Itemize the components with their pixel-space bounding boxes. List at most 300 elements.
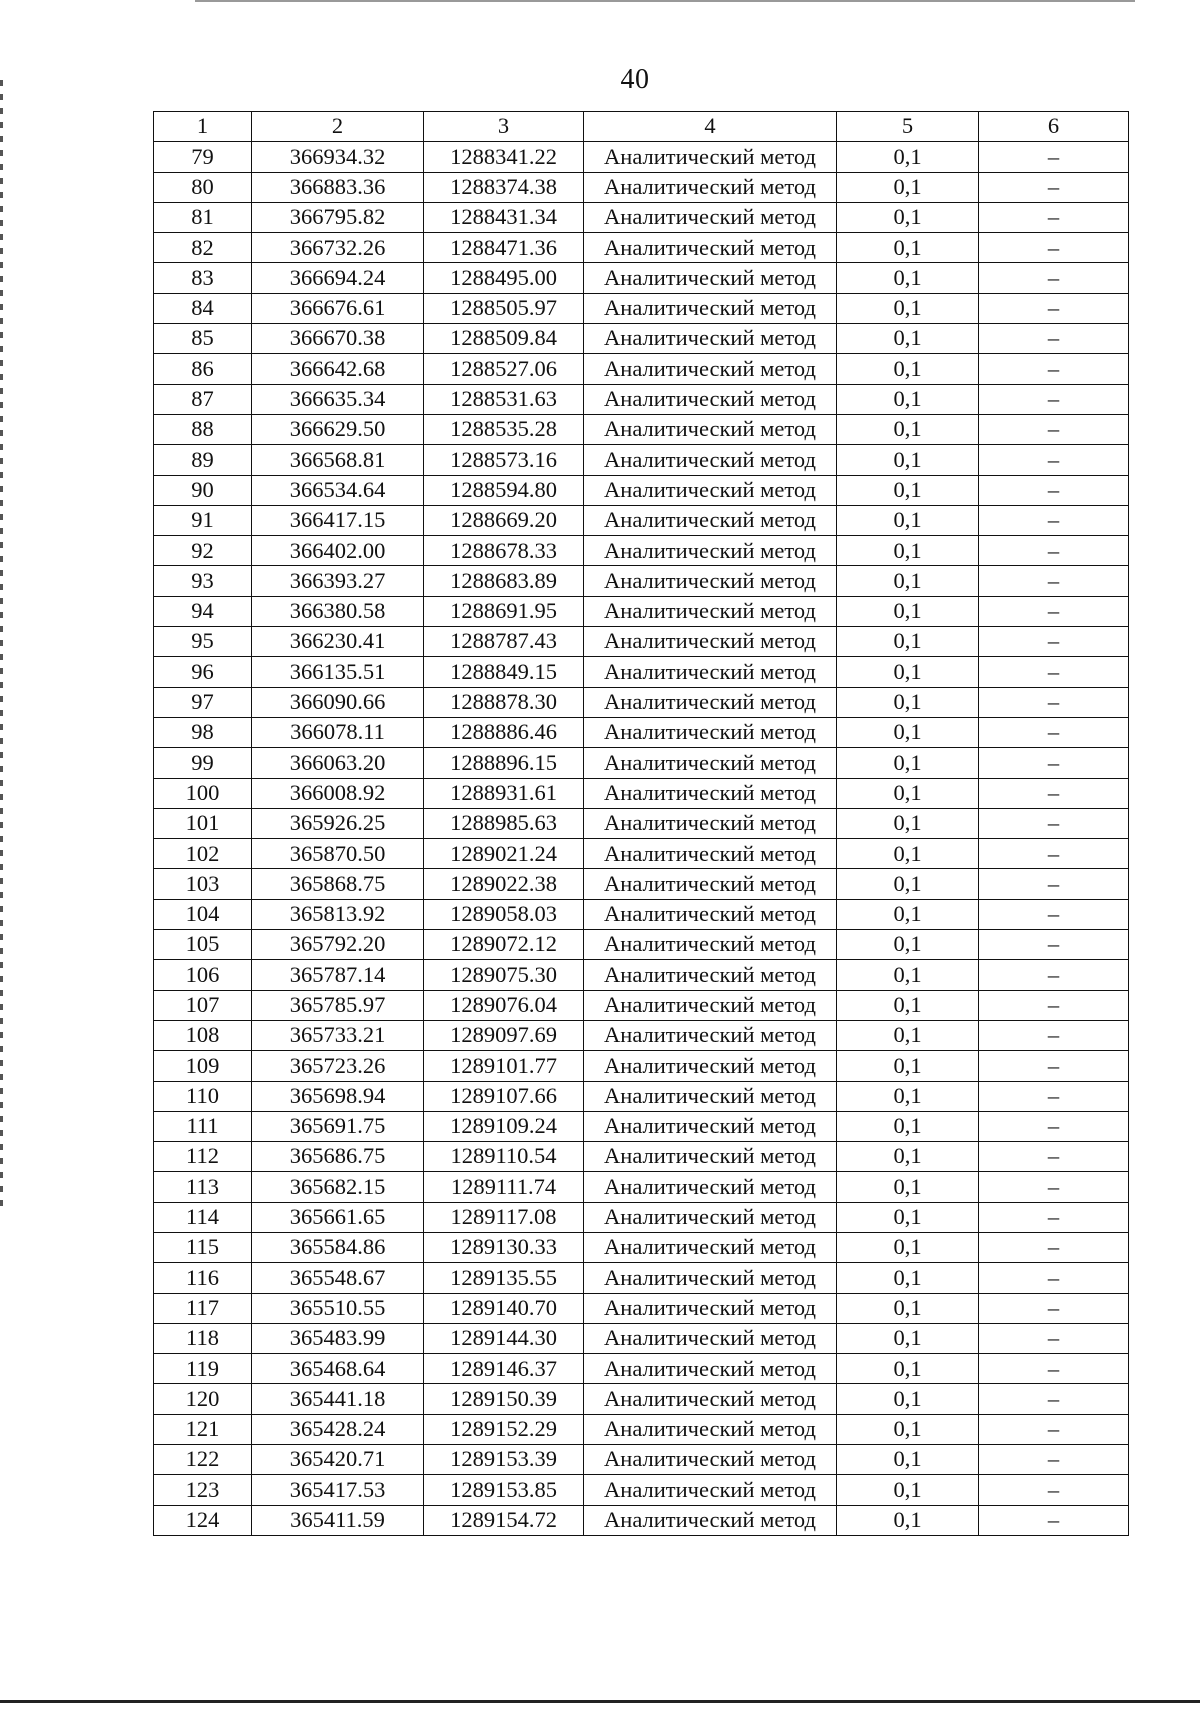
note-cell: – [979,1293,1129,1323]
note-cell: – [979,1142,1129,1172]
x-coordinate-cell: 365785.97 [252,990,424,1020]
note-cell: – [979,869,1129,899]
column-header-2: 2 [252,112,424,142]
accuracy-cell: 0,1 [837,596,979,626]
method-cell: Аналитический метод [584,899,837,929]
point-number-cell: 104 [154,899,252,929]
table-body [154,112,1129,1536]
note-cell: – [979,657,1129,687]
note-cell: – [979,505,1129,535]
accuracy-cell: 0,1 [837,202,979,232]
point-number-cell: 113 [154,1172,252,1202]
point-number-cell: 111 [154,1111,252,1141]
accuracy-cell: 0,1 [837,839,979,869]
table-row [154,1475,1129,1505]
table-row [154,839,1129,869]
y-coordinate-cell: 1289140.70 [424,1293,584,1323]
point-number-cell: 122 [154,1445,252,1475]
table-row [154,596,1129,626]
accuracy-cell: 0,1 [837,354,979,384]
y-coordinate-cell: 1289130.33 [424,1232,584,1262]
method-cell: Аналитический метод [584,263,837,293]
note-cell: – [979,1051,1129,1081]
point-number-cell: 98 [154,717,252,747]
x-coordinate-cell: 366732.26 [252,233,424,263]
x-coordinate-cell: 366090.66 [252,687,424,717]
note-cell: – [979,748,1129,778]
point-number-cell: 120 [154,1384,252,1414]
x-coordinate-cell: 366642.68 [252,354,424,384]
method-cell: Аналитический метод [584,1354,837,1384]
method-cell: Аналитический метод [584,808,837,838]
table-row [154,384,1129,414]
method-cell: Аналитический метод [584,596,837,626]
accuracy-cell: 0,1 [837,293,979,323]
accuracy-cell: 0,1 [837,1081,979,1111]
x-coordinate-cell: 365417.53 [252,1475,424,1505]
point-number-cell: 110 [154,1081,252,1111]
note-cell: – [979,566,1129,596]
accuracy-cell: 0,1 [837,1293,979,1323]
method-cell: Аналитический метод [584,1505,837,1535]
accuracy-cell: 0,1 [837,566,979,596]
x-coordinate-cell: 366694.24 [252,263,424,293]
x-coordinate-cell: 366230.41 [252,627,424,657]
y-coordinate-cell: 1288985.63 [424,808,584,838]
y-coordinate-cell: 1288341.22 [424,142,584,172]
method-cell: Аналитический метод [584,627,837,657]
method-cell: Аналитический метод [584,1111,837,1141]
method-cell: Аналитический метод [584,536,837,566]
method-cell: Аналитический метод [584,1414,837,1444]
note-cell: – [979,596,1129,626]
x-coordinate-cell: 366635.34 [252,384,424,414]
table-row [154,414,1129,444]
accuracy-cell: 0,1 [837,1142,979,1172]
point-number-cell: 119 [154,1354,252,1384]
note-cell: – [979,930,1129,960]
point-number-cell: 123 [154,1475,252,1505]
accuracy-cell: 0,1 [837,990,979,1020]
method-cell: Аналитический метод [584,778,837,808]
table-row [154,1505,1129,1535]
accuracy-cell: 0,1 [837,263,979,293]
method-cell: Аналитический метод [584,414,837,444]
method-cell: Аналитический метод [584,1293,837,1323]
method-cell: Аналитический метод [584,324,837,354]
method-cell: Аналитический метод [584,354,837,384]
accuracy-cell: 0,1 [837,445,979,475]
x-coordinate-cell: 366063.20 [252,748,424,778]
note-cell: – [979,172,1129,202]
method-cell: Аналитический метод [584,657,837,687]
x-coordinate-cell: 366008.92 [252,778,424,808]
note-cell: – [979,1020,1129,1050]
y-coordinate-cell: 1288505.97 [424,293,584,323]
accuracy-cell: 0,1 [837,505,979,535]
note-cell: – [979,475,1129,505]
x-coordinate-cell: 365733.21 [252,1020,424,1050]
note-cell: – [979,1081,1129,1111]
note-cell: – [979,717,1129,747]
accuracy-cell: 0,1 [837,1354,979,1384]
table-row [154,778,1129,808]
point-number-cell: 80 [154,172,252,202]
scan-edge-left [0,80,3,1210]
x-coordinate-cell: 365792.20 [252,930,424,960]
method-cell: Аналитический метод [584,1142,837,1172]
x-coordinate-cell: 365723.26 [252,1051,424,1081]
x-coordinate-cell: 365661.65 [252,1202,424,1232]
accuracy-cell: 0,1 [837,1445,979,1475]
y-coordinate-cell: 1288931.61 [424,778,584,808]
table-row [154,1293,1129,1323]
x-coordinate-cell: 366417.15 [252,505,424,535]
note-cell: – [979,1323,1129,1353]
column-header-4: 4 [584,112,837,142]
table-row [154,293,1129,323]
y-coordinate-cell: 1289058.03 [424,899,584,929]
y-coordinate-cell: 1288878.30 [424,687,584,717]
x-coordinate-cell: 365691.75 [252,1111,424,1141]
page-number: 40 [620,64,650,95]
accuracy-cell: 0,1 [837,869,979,899]
y-coordinate-cell: 1288535.28 [424,414,584,444]
x-coordinate-cell: 365787.14 [252,960,424,990]
x-coordinate-cell: 366393.27 [252,566,424,596]
table-row [154,324,1129,354]
method-cell: Аналитический метод [584,293,837,323]
point-number-cell: 102 [154,839,252,869]
table-row [154,1384,1129,1414]
x-coordinate-cell: 365468.64 [252,1354,424,1384]
point-number-cell: 90 [154,475,252,505]
table-row [154,1263,1129,1293]
x-coordinate-cell: 365868.75 [252,869,424,899]
column-header-6: 6 [979,112,1129,142]
accuracy-cell: 0,1 [837,1020,979,1050]
point-number-cell: 91 [154,505,252,535]
y-coordinate-cell: 1289072.12 [424,930,584,960]
note-cell: – [979,960,1129,990]
accuracy-cell: 0,1 [837,808,979,838]
note-cell: – [979,1475,1129,1505]
note-cell: – [979,233,1129,263]
point-number-cell: 115 [154,1232,252,1262]
x-coordinate-cell: 365682.15 [252,1172,424,1202]
method-cell: Аналитический метод [584,1263,837,1293]
point-number-cell: 86 [154,354,252,384]
note-cell: – [979,384,1129,414]
accuracy-cell: 0,1 [837,1505,979,1535]
y-coordinate-cell: 1289022.38 [424,869,584,899]
method-cell: Аналитический метод [584,384,837,414]
y-coordinate-cell: 1288431.34 [424,202,584,232]
note-cell: – [979,536,1129,566]
point-number-cell: 118 [154,1323,252,1353]
accuracy-cell: 0,1 [837,1172,979,1202]
y-coordinate-cell: 1289154.72 [424,1505,584,1535]
point-number-cell: 114 [154,1202,252,1232]
note-cell: – [979,1354,1129,1384]
note-cell: – [979,808,1129,838]
y-coordinate-cell: 1289117.08 [424,1202,584,1232]
note-cell: – [979,1202,1129,1232]
method-cell: Аналитический метод [584,475,837,505]
accuracy-cell: 0,1 [837,657,979,687]
accuracy-cell: 0,1 [837,142,979,172]
y-coordinate-cell: 1288678.33 [424,536,584,566]
y-coordinate-cell: 1289075.30 [424,960,584,990]
method-cell: Аналитический метод [584,1323,837,1353]
x-coordinate-cell: 366676.61 [252,293,424,323]
accuracy-cell: 0,1 [837,1202,979,1232]
table-row [154,1202,1129,1232]
accuracy-cell: 0,1 [837,1263,979,1293]
method-cell: Аналитический метод [584,1475,837,1505]
table-row [154,1020,1129,1050]
x-coordinate-cell: 366883.36 [252,172,424,202]
method-cell: Аналитический метод [584,1232,837,1262]
note-cell: – [979,445,1129,475]
x-coordinate-cell: 366934.32 [252,142,424,172]
table-row [154,445,1129,475]
y-coordinate-cell: 1288531.63 [424,384,584,414]
table-row [154,869,1129,899]
y-coordinate-cell: 1289101.77 [424,1051,584,1081]
accuracy-cell: 0,1 [837,960,979,990]
method-cell: Аналитический метод [584,233,837,263]
scan-edge-bottom [0,1700,1200,1703]
method-cell: Аналитический метод [584,1384,837,1414]
table-row [154,536,1129,566]
coordinates-table [153,111,1129,1536]
y-coordinate-cell: 1289153.85 [424,1475,584,1505]
accuracy-cell: 0,1 [837,324,979,354]
point-number-cell: 121 [154,1414,252,1444]
point-number-cell: 94 [154,596,252,626]
accuracy-cell: 0,1 [837,748,979,778]
y-coordinate-cell: 1288495.00 [424,263,584,293]
x-coordinate-cell: 366534.64 [252,475,424,505]
x-coordinate-cell: 365483.99 [252,1323,424,1353]
accuracy-cell: 0,1 [837,414,979,444]
table-row [154,505,1129,535]
point-number-cell: 89 [154,445,252,475]
y-coordinate-cell: 1289144.30 [424,1323,584,1353]
note-cell: – [979,1232,1129,1262]
table-row [154,899,1129,929]
method-cell: Аналитический метод [584,1081,837,1111]
method-cell: Аналитический метод [584,748,837,778]
accuracy-cell: 0,1 [837,1111,979,1141]
x-coordinate-cell: 365548.67 [252,1263,424,1293]
accuracy-cell: 0,1 [837,1414,979,1444]
note-cell: – [979,1445,1129,1475]
table-row [154,142,1129,172]
point-number-cell: 93 [154,566,252,596]
note-cell: – [979,1263,1129,1293]
method-cell: Аналитический метод [584,1051,837,1081]
table-row [154,960,1129,990]
x-coordinate-cell: 365441.18 [252,1384,424,1414]
note-cell: – [979,142,1129,172]
scan-edge-top [195,0,1135,2]
table-row [154,233,1129,263]
x-coordinate-cell: 365411.59 [252,1505,424,1535]
table-row [154,566,1129,596]
note-cell: – [979,778,1129,808]
y-coordinate-cell: 1289135.55 [424,1263,584,1293]
note-cell: – [979,1505,1129,1535]
note-cell: – [979,263,1129,293]
table-row [154,354,1129,384]
table-header-row [154,112,1129,142]
y-coordinate-cell: 1288683.89 [424,566,584,596]
table-row [154,748,1129,778]
column-header-1: 1 [154,112,252,142]
y-coordinate-cell: 1289097.69 [424,1020,584,1050]
point-number-cell: 79 [154,142,252,172]
point-number-cell: 88 [154,414,252,444]
y-coordinate-cell: 1288527.06 [424,354,584,384]
table-row [154,990,1129,1020]
table-row [154,172,1129,202]
point-number-cell: 108 [154,1020,252,1050]
accuracy-cell: 0,1 [837,627,979,657]
point-number-cell: 103 [154,869,252,899]
table-row [154,627,1129,657]
table-row [154,1172,1129,1202]
method-cell: Аналитический метод [584,717,837,747]
accuracy-cell: 0,1 [837,899,979,929]
x-coordinate-cell: 366795.82 [252,202,424,232]
y-coordinate-cell: 1289150.39 [424,1384,584,1414]
note-cell: – [979,899,1129,929]
note-cell: – [979,839,1129,869]
method-cell: Аналитический метод [584,1202,837,1232]
point-number-cell: 116 [154,1263,252,1293]
accuracy-cell: 0,1 [837,1051,979,1081]
accuracy-cell: 0,1 [837,1232,979,1262]
note-cell: – [979,414,1129,444]
point-number-cell: 101 [154,808,252,838]
accuracy-cell: 0,1 [837,717,979,747]
x-coordinate-cell: 365698.94 [252,1081,424,1111]
y-coordinate-cell: 1288896.15 [424,748,584,778]
y-coordinate-cell: 1288471.36 [424,233,584,263]
point-number-cell: 112 [154,1142,252,1172]
table-row [154,1051,1129,1081]
method-cell: Аналитический метод [584,869,837,899]
point-number-cell: 92 [154,536,252,566]
point-number-cell: 83 [154,263,252,293]
point-number-cell: 99 [154,748,252,778]
x-coordinate-cell: 365420.71 [252,1445,424,1475]
x-coordinate-cell: 366135.51 [252,657,424,687]
method-cell: Аналитический метод [584,990,837,1020]
y-coordinate-cell: 1289109.24 [424,1111,584,1141]
x-coordinate-cell: 365813.92 [252,899,424,929]
y-coordinate-cell: 1289021.24 [424,839,584,869]
note-cell: – [979,1414,1129,1444]
y-coordinate-cell: 1288509.84 [424,324,584,354]
x-coordinate-cell: 365686.75 [252,1142,424,1172]
method-cell: Аналитический метод [584,566,837,596]
note-cell: – [979,1384,1129,1414]
y-coordinate-cell: 1289111.74 [424,1172,584,1202]
y-coordinate-cell: 1288691.95 [424,596,584,626]
method-cell: Аналитический метод [584,839,837,869]
y-coordinate-cell: 1289110.54 [424,1142,584,1172]
accuracy-cell: 0,1 [837,233,979,263]
accuracy-cell: 0,1 [837,778,979,808]
y-coordinate-cell: 1288787.43 [424,627,584,657]
method-cell: Аналитический метод [584,202,837,232]
point-number-cell: 85 [154,324,252,354]
point-number-cell: 87 [154,384,252,414]
accuracy-cell: 0,1 [837,1323,979,1353]
column-header-5: 5 [837,112,979,142]
y-coordinate-cell: 1288374.38 [424,172,584,202]
y-coordinate-cell: 1289146.37 [424,1354,584,1384]
table-row [154,1323,1129,1353]
method-cell: Аналитический метод [584,930,837,960]
accuracy-cell: 0,1 [837,475,979,505]
method-cell: Аналитический метод [584,960,837,990]
method-cell: Аналитический метод [584,1172,837,1202]
note-cell: – [979,627,1129,657]
x-coordinate-cell: 366380.58 [252,596,424,626]
method-cell: Аналитический метод [584,172,837,202]
table-row [154,1414,1129,1444]
table-row [154,930,1129,960]
table-row [154,808,1129,838]
y-coordinate-cell: 1288886.46 [424,717,584,747]
y-coordinate-cell: 1289152.29 [424,1414,584,1444]
table-row [154,687,1129,717]
accuracy-cell: 0,1 [837,172,979,202]
method-cell: Аналитический метод [584,687,837,717]
table-row [154,1081,1129,1111]
table-row [154,717,1129,747]
table-row [154,202,1129,232]
accuracy-cell: 0,1 [837,930,979,960]
column-header-3: 3 [424,112,584,142]
note-cell: – [979,202,1129,232]
x-coordinate-cell: 366402.00 [252,536,424,566]
x-coordinate-cell: 365428.24 [252,1414,424,1444]
point-number-cell: 100 [154,778,252,808]
note-cell: – [979,354,1129,384]
method-cell: Аналитический метод [584,445,837,475]
y-coordinate-cell: 1288849.15 [424,657,584,687]
table-row [154,1142,1129,1172]
x-coordinate-cell: 366568.81 [252,445,424,475]
point-number-cell: 109 [154,1051,252,1081]
point-number-cell: 117 [154,1293,252,1323]
method-cell: Аналитический метод [584,505,837,535]
x-coordinate-cell: 365870.50 [252,839,424,869]
point-number-cell: 105 [154,930,252,960]
x-coordinate-cell: 365926.25 [252,808,424,838]
x-coordinate-cell: 365584.86 [252,1232,424,1262]
accuracy-cell: 0,1 [837,384,979,414]
table-row [154,657,1129,687]
table-row [154,1111,1129,1141]
note-cell: – [979,1111,1129,1141]
method-cell: Аналитический метод [584,142,837,172]
